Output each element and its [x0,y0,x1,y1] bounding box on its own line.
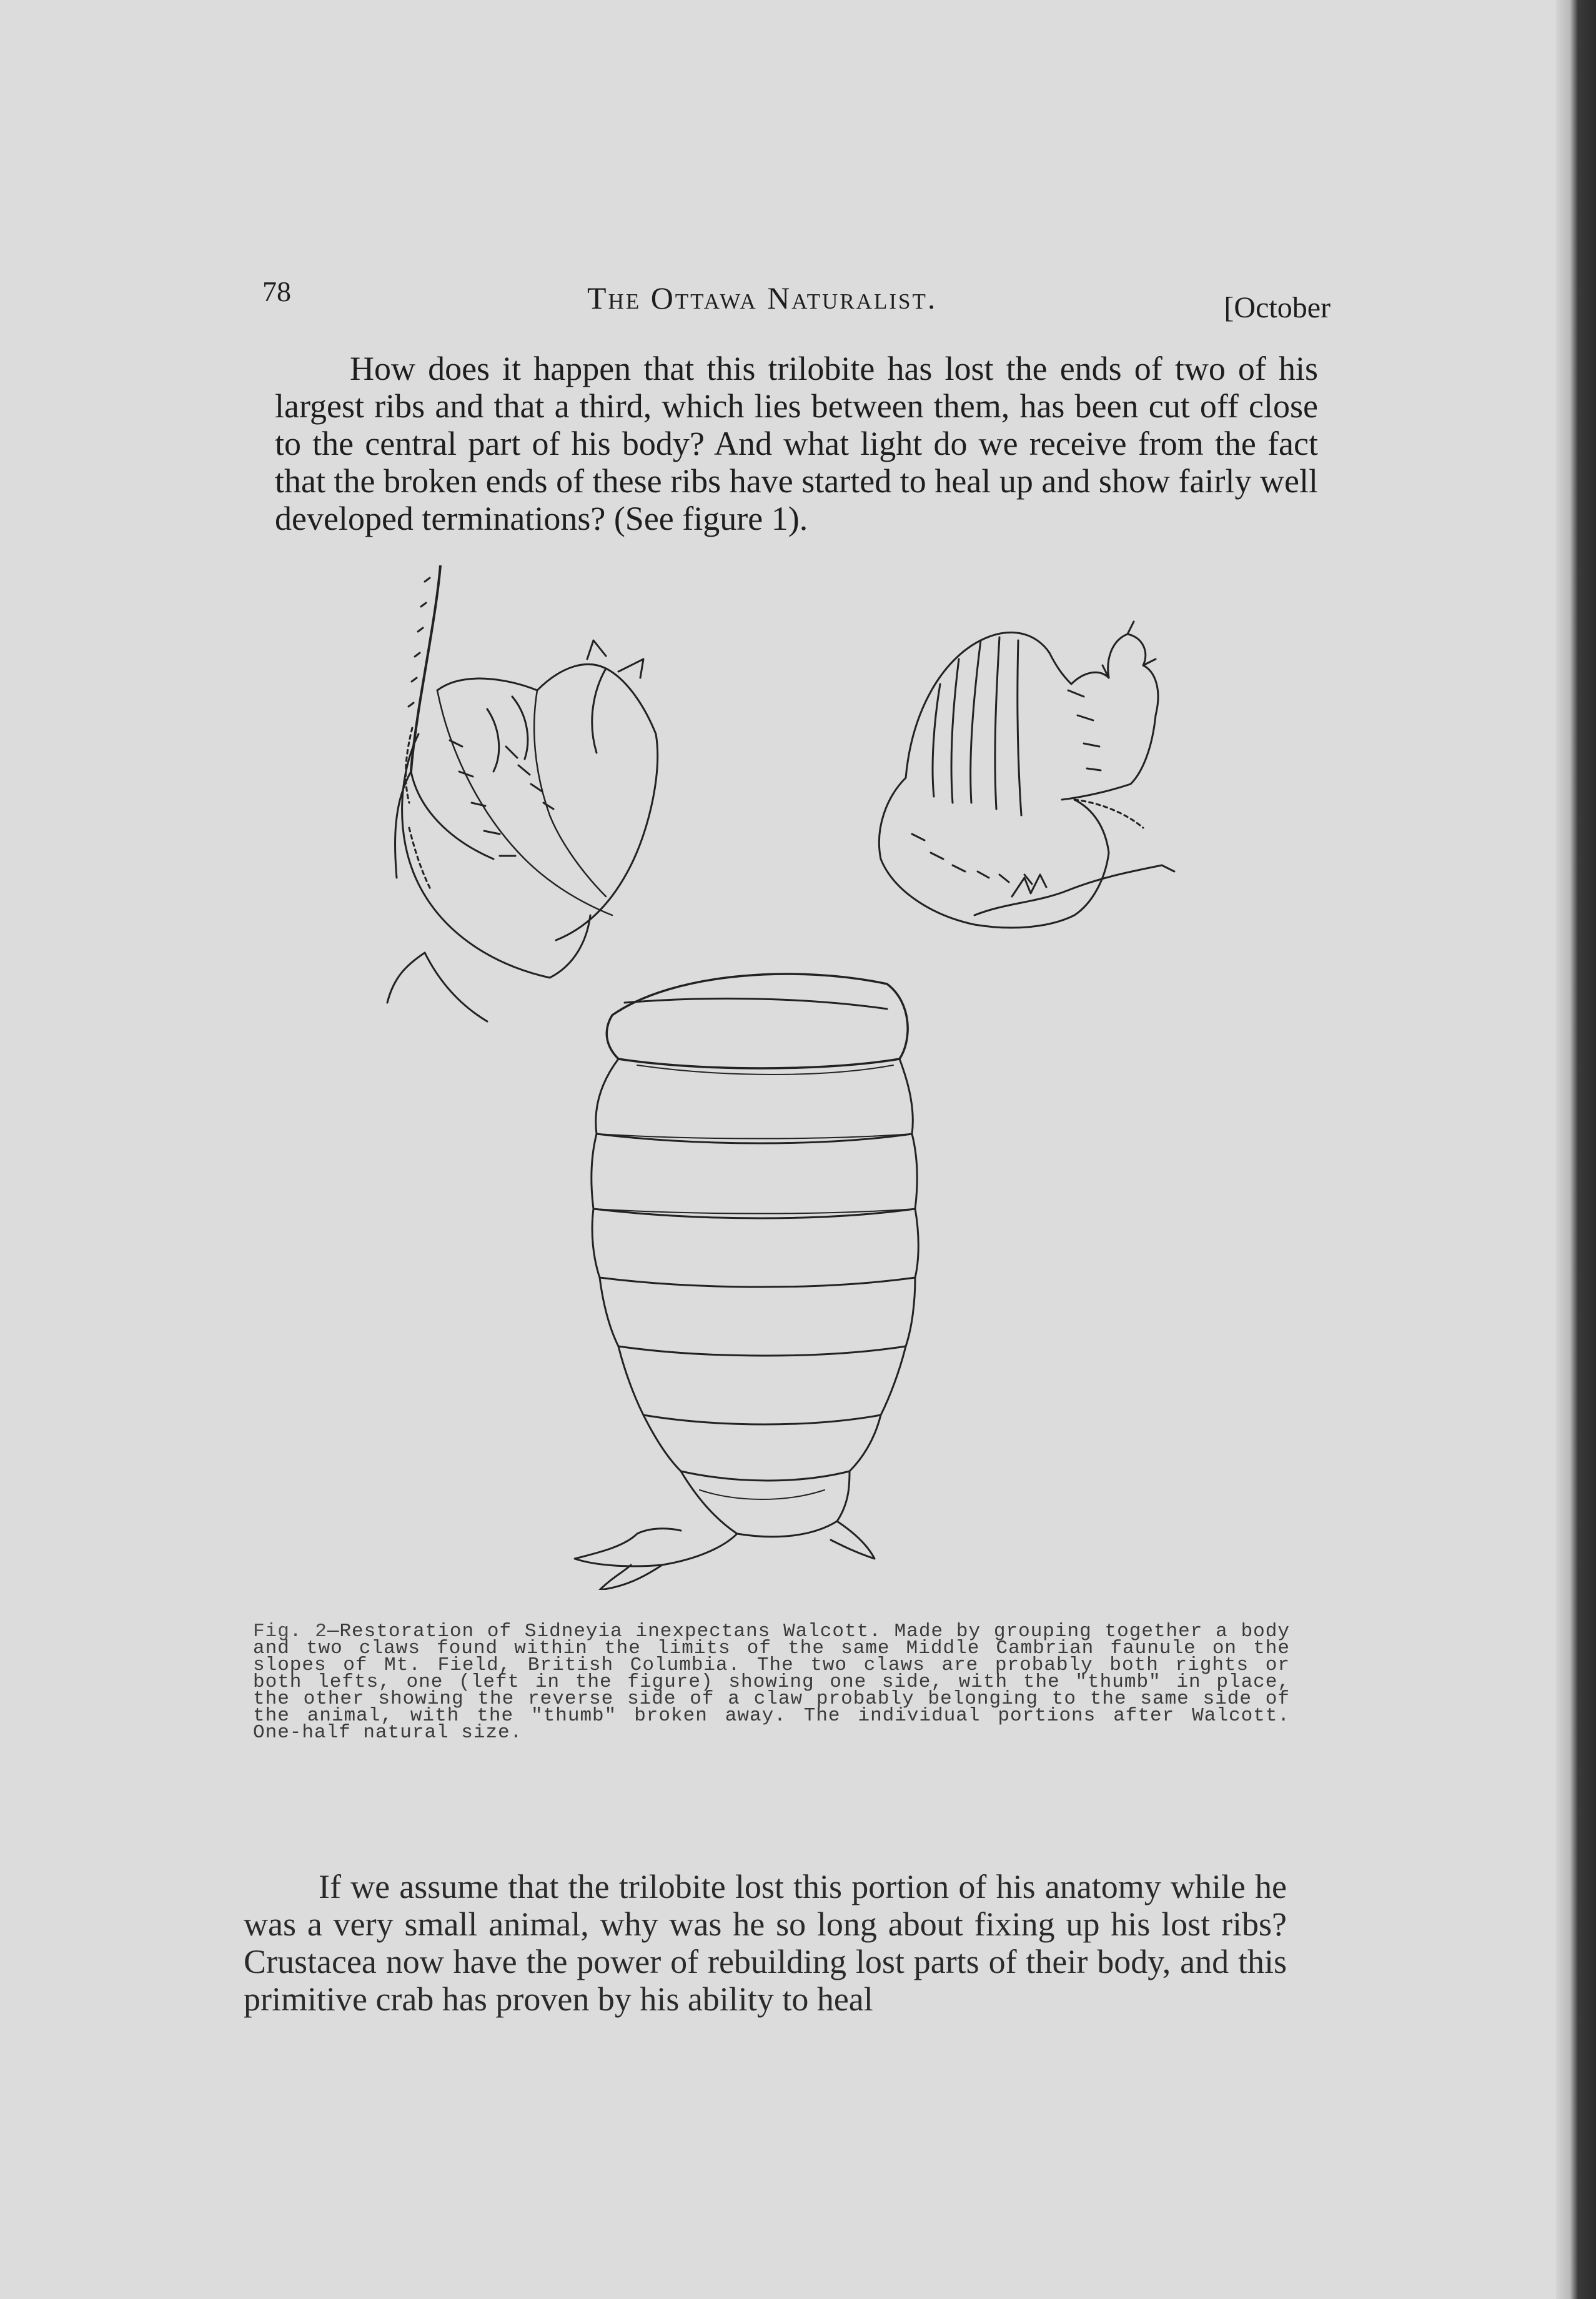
body-paragraph-1: How does it happen that this trilobite has lost the ends of two of his largest ribs and that a third, which lies between them, has been cut off close to the central part of his body? And what light do we receive from the fact that the broken ends of these ribs have started to heal up and show fairly well developed terminations? (See figure 1). [275,350,1318,537]
figure-sidneyia-illustration [350,565,1224,1590]
body-paragraph-2: If we assume that the trilobite lost this portion of his anatomy while he was a very small animal, why was he so long about fixing up his lost ribs? Crustacea now have the power of rebuilding lost parts of their body, and this primitive crab has proven by his ability to heal [244,1868,1287,2018]
book-binding-edge [1556,0,1596,2299]
page-number: 78 [262,276,291,307]
sidneyia-illustration-icon [350,565,1224,1590]
issue-month: [October [1224,291,1331,324]
journal-title: The Ottawa Naturalist. [587,281,938,315]
figure-caption [253,1621,1290,1744]
page-header [262,269,1331,325]
caption-text: —Restoration of Sidneyia inexpectans Walcott. Made by grouping together a body and two claws found within the limits of the same Middle Cambrian faunule on the slopes of Mt. Field, British Columbia. The two claws are probably both rights or both lefts, one (left in the figure) showing one side, with the "thumb" in place, the other showing the reverse side of a claw probably belonging to the same side of the animal, with the "thumb" broken away. The individual portions after Walcott. One-half natural size. [253,1621,1290,1744]
caption-label: Fig. 2 [253,1621,327,1642]
